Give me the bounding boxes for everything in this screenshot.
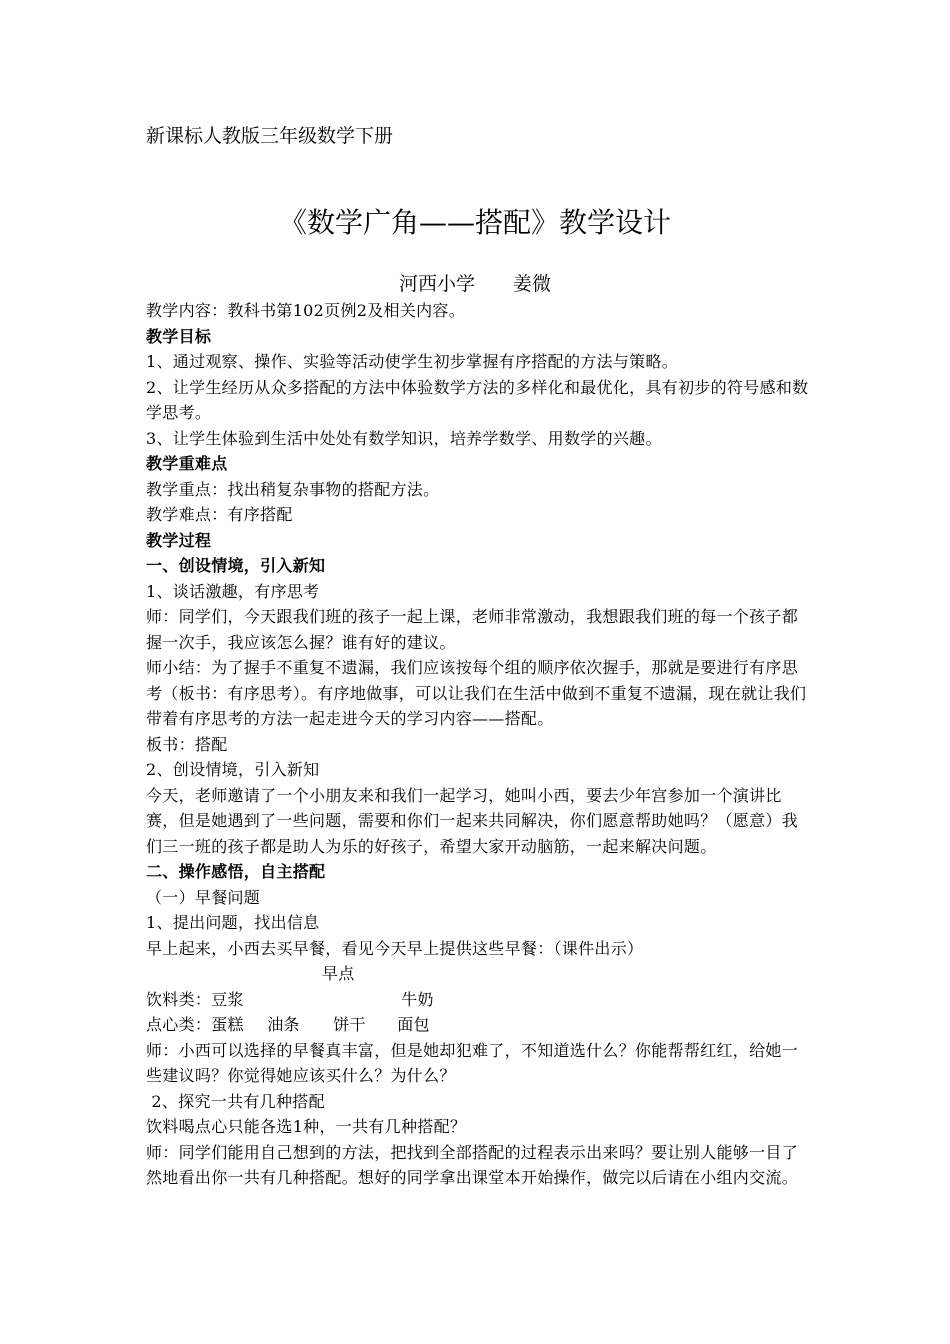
document-header: 新课标人教版三年级数学下册 [146,125,394,147]
section-2-paragraph-2: 师：小西可以选择的早餐真丰富，但是她却犯难了，不知道选什么？你能帮帮红红，给她一些建议吗？你觉得她应该买什么？为什么？ [146,1040,799,1085]
menu-snack-item: 蛋糕 [211,1015,244,1034]
menu-snack-item: 油条 [267,1015,300,1034]
section-2-paragraph-3: 饮料喝点心只能各选1种，一共有几种搭配？ [146,1117,467,1136]
section-2-item-1: 1、提出问题，找出信息 [146,913,320,932]
key-points-heading: 教学重难点 [146,454,228,473]
section-2-paragraph-1: 早上起来，小西去买早餐，看见今天早上提供这些早餐：（课件出示） [146,938,644,958]
menu-drink-item: 豆浆 [211,989,244,1009]
key-point: 教学重点：找出稍复杂事物的搭配方法。 [146,479,440,499]
section-2-item-2: 2、探究一共有几种搭配 [146,1091,325,1111]
section-2-subheading: （一）早餐问题 [146,887,261,907]
menu-title: 早点 [322,964,355,983]
menu-drink-item: 牛奶 [401,989,434,1009]
section-1-heading: 一、创设情境，引入新知 [146,556,326,575]
section-1-paragraph-3: 今天，老师邀请了一个小朋友来和我们一起学习，她叫小西，要去少年宫参加一个演讲比赛，但是她遇到了一些问题，需要和你们一起来共同解决，你们愿意帮助她吗？（愿意）我们三一班的孩子都是助人为乐的好孩子，希望大家开动脑筋，一起来解决问题。 [146,785,799,856]
goal-3: 3、让学生体验到生活中处处有数学知识，培养学数学、用数学的兴趣。 [146,428,662,448]
menu-drinks-row [146,987,810,1013]
document-body [146,298,810,1191]
process-heading: 教学过程 [146,530,212,550]
author-line [0,271,950,297]
blackboard-note: 板书：搭配 [146,734,228,754]
goal-2: 2、让学生经历从众多搭配的方法中体验数学方法的多样化和最优化，具有初步的符号感和数学思考。 [146,377,809,422]
goal-1: 1、通过观察、操作、实验等活动使学生初步掌握有序搭配的方法与策略。 [146,352,679,371]
document-title: 《数学广角——搭配》教学设计 [278,206,671,239]
section-1-paragraph-2: 师小结：为了握手不重复不遗漏，我们应该按每个组的顺序依次握手，那就是要进行有序思考（板书：有序思考）。有序地做事，可以让我们在生活中做到不重复不遗漏，现在就让我们带着有序思考的方法一起走进今天的学习内容——搭配。 [146,658,807,728]
section-1-item-2: 2、创设情境，引入新知 [146,760,320,779]
goals-heading: 教学目标 [146,326,212,346]
section-1-item-1: 1、谈话激趣，有序思考 [146,581,320,601]
menu-snack-item: 饼干 [333,1015,366,1034]
menu-snacks-row [146,1012,810,1038]
menu-snacks-label: 点心类： [146,1015,212,1034]
difficult-point: 教学难点：有序搭配 [146,505,293,524]
section-2-heading: 二、操作感悟，自主搭配 [146,862,326,881]
section-2-paragraph-4: 师：同学们能用自己想到的方法，把找到全部搭配的过程表示出来吗？要让别人能够一目了然地看出你一共有几种搭配。想好的同学拿出课堂本开始操作，做完以后请在小组内交流。 [146,1142,799,1187]
author-school: 河西小学 [398,273,475,295]
menu-drinks-label: 饮料类： [146,989,212,1009]
author-name: 姜微 [513,273,552,295]
teaching-content: 教学内容：教科书第102页例2及相关内容。 [146,301,466,320]
menu-snack-item: 面包 [397,1015,430,1034]
section-1-paragraph-1: 师：同学们，今天跟我们班的孩子一起上课，老师非常激动，我想跟我们班的每一个孩子都握一次手，我应该怎么握？谁有好的建议。 [146,607,799,652]
